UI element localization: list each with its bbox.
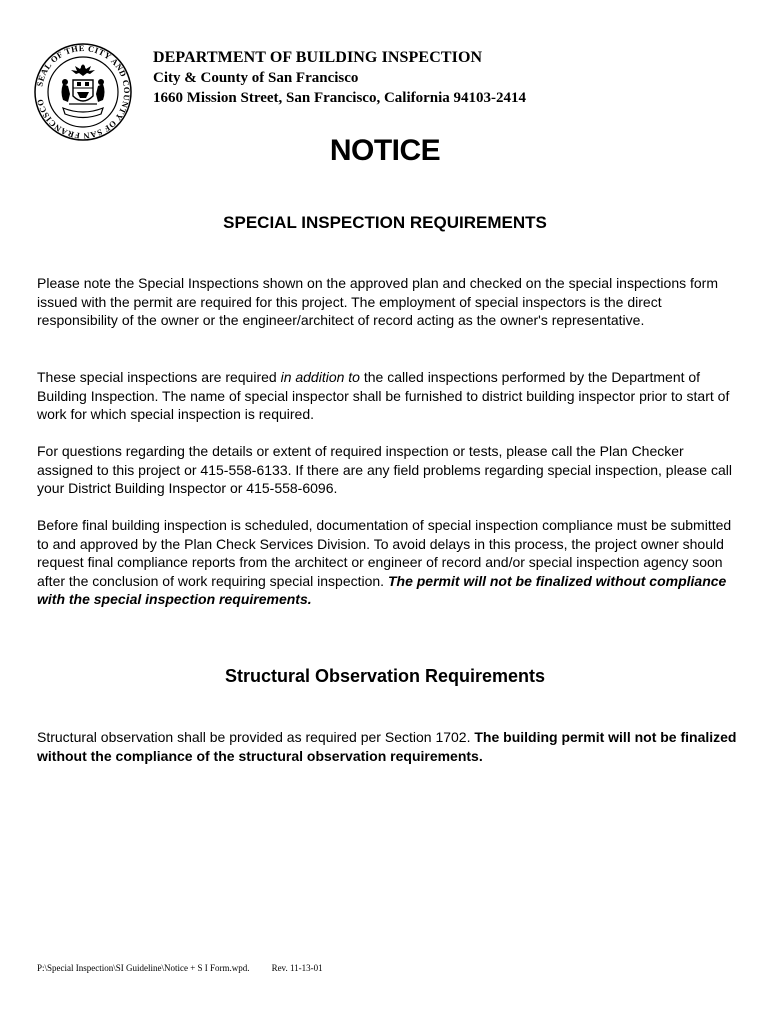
seal-text: SEAL OF THE CITY AND COUNTY OF SAN FRANCISCO	[35, 43, 132, 141]
department-name: DEPARTMENT OF BUILDING INSPECTION	[153, 49, 483, 66]
document-footer	[37, 963, 323, 973]
department-address: 1660 Mission Street, San Francisco, California 94103-2414	[153, 90, 527, 106]
footer-file-path: P:\Special Inspection\SI Guideline\Notice + S I Form.wpd.	[37, 963, 250, 973]
paragraph-in-addition-start: These special inspections are required	[37, 369, 281, 385]
paragraph-in-addition-end: the called inspections performed by the Department of Building Inspection. The name of special inspector shall be furnished to district building inspector prior to start of work for which special inspection is required.	[37, 369, 730, 423]
city-seal-logo	[33, 42, 133, 142]
paragraph-structural-observation	[37, 728, 737, 765]
permit-not-finalized-warning: The permit will not be finalized without compliance with the special inspection requirements.	[37, 572, 727, 608]
structural-observation-title: Structural Observation Requirements	[224, 666, 546, 686]
structural-observation-text: Structural observation shall be provided as required per Section 1702.	[37, 729, 475, 745]
paragraph-final-inspection-text: Before final building inspection is scheduled, documentation of special inspection compliance must be submitted to and approved by the Plan Check Services Division. To avoid delays in this process, the project owner should request final compliance reports from the architect or engineer of record and/or special inspection agency soon after the conclusion of work requiring special inspection.	[37, 517, 732, 589]
notice-title: NOTICE	[329, 134, 441, 167]
city-name: City & County of San Francisco	[153, 70, 359, 86]
paragraph-in-addition-emphasis: in addition to	[280, 369, 360, 385]
special-inspection-title: SPECIAL INSPECTION REQUIREMENTS	[223, 213, 547, 232]
footer-revision: Rev. 11-13-01	[271, 963, 323, 973]
paragraph-final-inspection	[37, 516, 737, 609]
department-header	[153, 48, 526, 108]
paragraph-in-addition	[37, 368, 737, 424]
paragraph-contact-numbers: For questions regarding the details or extent of required inspection or tests, please call the Plan Checker assigned to this project or 415-558-6133. If there are any field problems regarding special inspection, please call your District Building Inspector or 415-558-6096.	[37, 443, 732, 497]
paragraph-special-inspections-required: Please note the Special Inspections shown on the approved plan and checked on the special inspections form issued with the permit are required for this project. The employment of special inspectors is the direct responsibility of the owner or the engineer/architect of record acting as the owner's representative.	[37, 275, 718, 329]
structural-observation-warning: The building permit will not be finalized without the compliance of the structural observation requirements.	[37, 729, 737, 764]
